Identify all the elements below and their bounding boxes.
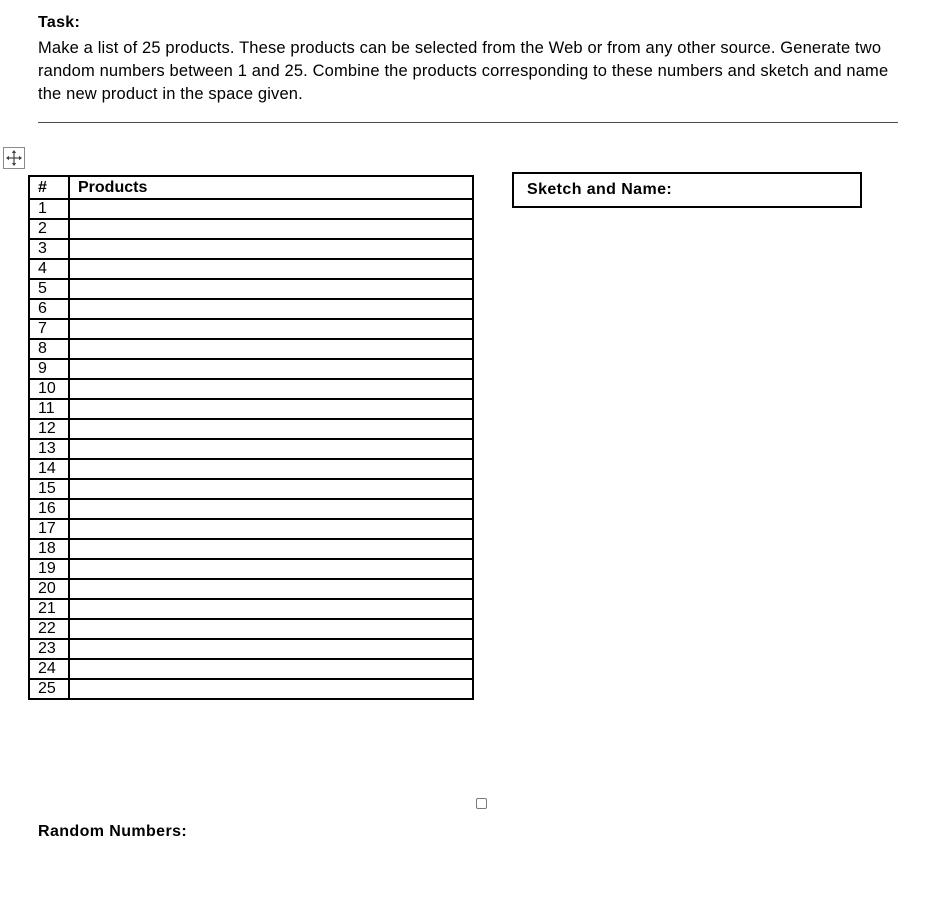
table-row (29, 259, 473, 279)
divider-line (38, 122, 898, 123)
table-row (29, 339, 473, 359)
table-row (29, 379, 473, 399)
product-cell[interactable] (69, 679, 473, 699)
row-number: 25 (29, 679, 69, 699)
table-row (29, 219, 473, 239)
table-row (29, 659, 473, 679)
number-column-header: # (29, 176, 69, 199)
product-cell[interactable] (69, 419, 473, 439)
row-number: 9 (29, 359, 69, 379)
row-number: 10 (29, 379, 69, 399)
sketch-and-name-box[interactable] (512, 172, 862, 208)
table-row (29, 499, 473, 519)
random-numbers-label: Random Numbers: (38, 823, 188, 840)
product-cell[interactable] (69, 459, 473, 479)
product-cell[interactable] (69, 319, 473, 339)
row-number: 8 (29, 339, 69, 359)
table-row (29, 299, 473, 319)
products-column-header: Products (69, 176, 473, 199)
table-row (29, 239, 473, 259)
product-cell[interactable] (69, 639, 473, 659)
table-row (29, 679, 473, 699)
row-number: 22 (29, 619, 69, 639)
row-number: 11 (29, 399, 69, 419)
table-row (29, 459, 473, 479)
row-number: 16 (29, 499, 69, 519)
task-heading: Task: (38, 14, 81, 31)
table-row (29, 399, 473, 419)
product-cell[interactable] (69, 499, 473, 519)
row-number: 23 (29, 639, 69, 659)
table-row (29, 279, 473, 299)
products-table (28, 175, 474, 700)
product-cell[interactable] (69, 299, 473, 319)
row-number: 2 (29, 219, 69, 239)
product-cell[interactable] (69, 519, 473, 539)
table-row (29, 519, 473, 539)
table-row (29, 539, 473, 559)
table-row (29, 479, 473, 499)
row-number: 17 (29, 519, 69, 539)
table-header-row (29, 176, 473, 199)
row-number: 14 (29, 459, 69, 479)
table-row (29, 439, 473, 459)
row-number: 7 (29, 319, 69, 339)
row-number: 18 (29, 539, 69, 559)
product-cell[interactable] (69, 279, 473, 299)
product-cell[interactable] (69, 379, 473, 399)
row-number: 12 (29, 419, 69, 439)
product-cell[interactable] (69, 619, 473, 639)
row-number: 20 (29, 579, 69, 599)
task-instructions: Make a list of 25 products. These products can be selected from the Web or from any other source. Generate two random numbers between 1 and 25. Combine the products corresponding to these numbers and sketch and name the new product in the space given. (38, 39, 889, 103)
table-resize-handle[interactable] (476, 798, 487, 809)
row-number: 6 (29, 299, 69, 319)
table-row (29, 619, 473, 639)
table-row (29, 419, 473, 439)
product-cell[interactable] (69, 479, 473, 499)
product-cell[interactable] (69, 359, 473, 379)
move-arrows-icon (4, 148, 24, 168)
sketch-and-name-label: Sketch and Name: (527, 181, 673, 198)
product-cell[interactable] (69, 579, 473, 599)
product-cell[interactable] (69, 559, 473, 579)
product-cell[interactable] (69, 599, 473, 619)
row-number: 13 (29, 439, 69, 459)
product-cell[interactable] (69, 259, 473, 279)
table-move-handle[interactable] (3, 147, 25, 169)
row-number: 15 (29, 479, 69, 499)
table-row (29, 359, 473, 379)
table-row (29, 599, 473, 619)
product-cell[interactable] (69, 199, 473, 219)
row-number: 19 (29, 559, 69, 579)
row-number: 4 (29, 259, 69, 279)
table-row (29, 319, 473, 339)
product-cell[interactable] (69, 339, 473, 359)
row-number: 3 (29, 239, 69, 259)
product-cell[interactable] (69, 399, 473, 419)
product-cell[interactable] (69, 219, 473, 239)
row-number: 24 (29, 659, 69, 679)
product-cell[interactable] (69, 659, 473, 679)
row-number: 5 (29, 279, 69, 299)
table-row (29, 639, 473, 659)
row-number: 1 (29, 199, 69, 219)
row-number: 21 (29, 599, 69, 619)
product-cell[interactable] (69, 239, 473, 259)
table-row (29, 199, 473, 219)
table-row (29, 559, 473, 579)
product-cell[interactable] (69, 539, 473, 559)
product-cell[interactable] (69, 439, 473, 459)
table-row (29, 579, 473, 599)
